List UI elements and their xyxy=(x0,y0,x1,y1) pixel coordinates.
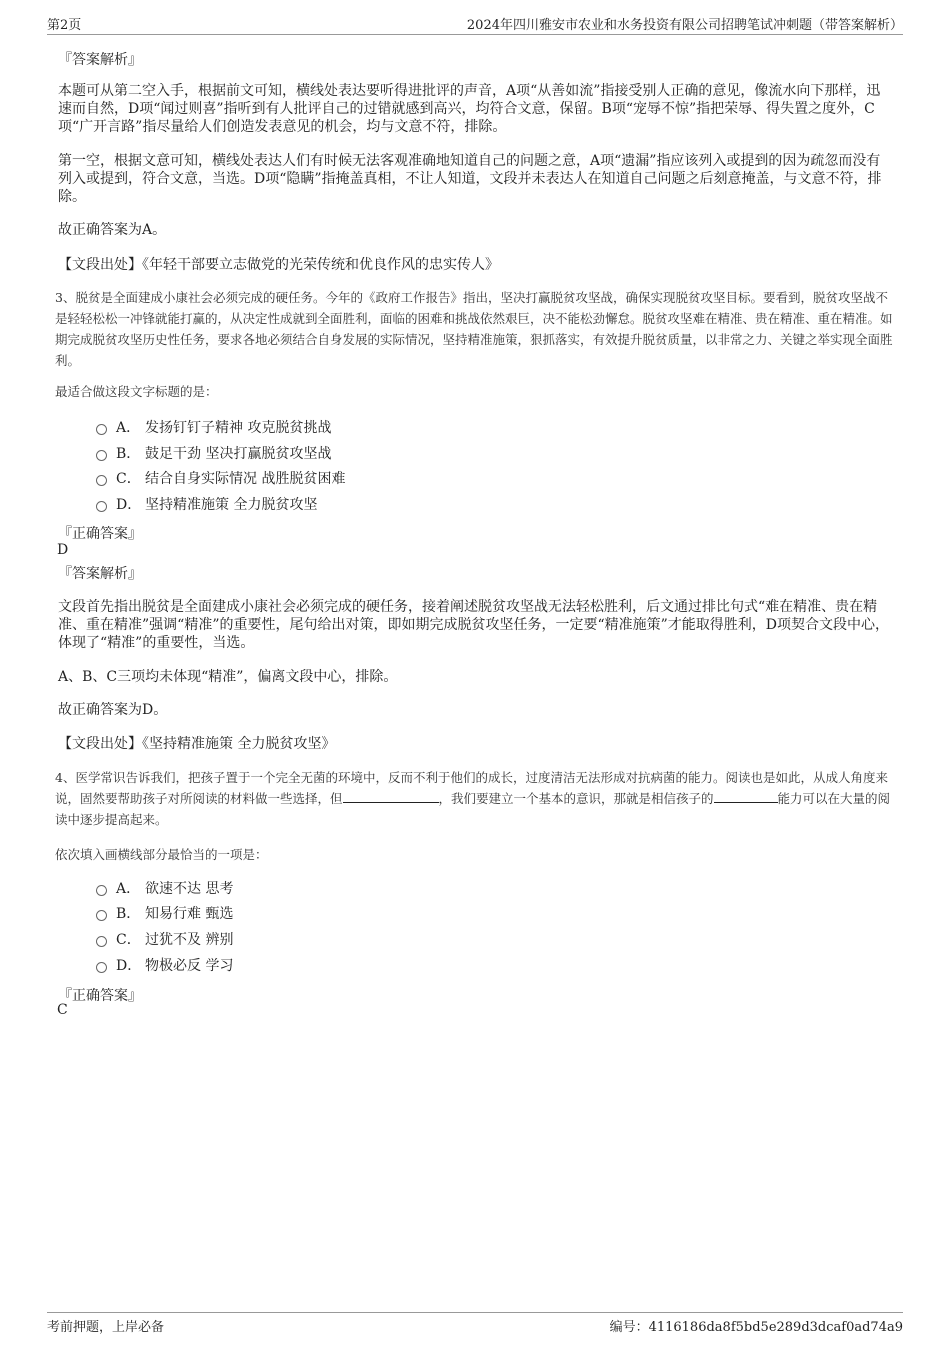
q3-conclusion: 故正确答案为D。 xyxy=(58,702,168,718)
q3-option-d[interactable] xyxy=(96,494,317,514)
q3-answer: D xyxy=(57,542,69,558)
option-letter: D． xyxy=(116,497,142,513)
option-text: 欲速不达 思考 xyxy=(145,881,234,897)
fill-blank-1 xyxy=(343,790,439,803)
option-text: 坚持精准施策 全力脱贫攻坚 xyxy=(145,497,318,513)
radio-button[interactable] xyxy=(96,962,107,973)
document-title: 2024年四川雅安市农业和水务投资有限公司招聘笔试冲刺题（带答案解析） xyxy=(466,18,903,33)
q3-source: 【文段出处】《坚持精准施策 全力脱贫攻坚》 xyxy=(58,736,336,752)
q4-option-b[interactable] xyxy=(96,903,233,923)
option-letter: B． xyxy=(116,906,141,922)
radio-button[interactable] xyxy=(96,501,107,512)
q2-analysis-paragraph-1: 本题可从第二空入手，根据前文可知，横线处表达要听得进批评的声音，A项“从善如流”指接受别人正确的意见，像流水向下那样，迅速而自然，D项“闻过则喜”指听到有人批评自己的过错就感到高兴，均符合文意，保留。B项“宠辱不惊”指把荣辱、得失置之度外，C项“广开言路”指尽量给人们创造发表意见的机会，均与文意不符，排除。 xyxy=(58,83,881,135)
radio-button[interactable] xyxy=(96,885,107,896)
q4-option-c[interactable] xyxy=(96,929,233,949)
option-letter: C． xyxy=(116,932,141,948)
option-letter: A． xyxy=(116,881,141,897)
radio-button[interactable] xyxy=(96,424,107,435)
q3-analysis-paragraph-1: 文段首先指出脱贫是全面建成小康社会必须完成的硬任务，接着阐述脱贫攻坚战无法轻松胜利，后文通过排比句式“难在精准、贵在精准、重在精准”强调“精准”的重要性，尾句给出对策，即如期完成脱贫攻坚任务，一定要“精准施策”才能取得胜利，D项契合文段中心，体现了“精准”的重要性，当选。 xyxy=(58,599,890,651)
option-text: 知易行难 甄选 xyxy=(145,906,234,922)
q2-analysis-label: 『答案解析』 xyxy=(58,52,142,68)
q3-answer-label: 『正确答案』 xyxy=(58,526,142,542)
radio-button[interactable] xyxy=(96,450,107,461)
q4-stem-part-1: 4、医学常识告诉我们，把孩子置于一个完全无菌的环境中，反而不利于他们的成长，过度清洁无法形成对抗病菌的能力。阅读也是如此，从成人角度来说，固然要帮助孩子对所阅读的材料做一些选择，但 xyxy=(55,770,888,806)
option-text: 鼓足干劲 坚决打赢脱贫攻坚战 xyxy=(145,446,332,462)
q4-answer-label: 『正确答案』 xyxy=(58,988,142,1004)
option-letter: C． xyxy=(116,471,141,487)
page-header xyxy=(47,12,903,35)
q3-option-c[interactable] xyxy=(96,468,345,488)
q4-option-a[interactable] xyxy=(96,878,233,898)
q3-stem: 3、脱贫是全面建成小康社会必须完成的硬任务。今年的《政府工作报告》指出，坚决打赢脱贫攻坚战，确保实现脱贫攻坚目标。要看到，脱贫攻坚战不是轻轻松松一冲锋就能打赢的，从决定性成就到全面胜利，面临的困难和挑战依然艰巨，决不能松劲懈怠。脱贫攻坚难在精准、贵在精准、重在精准。如期完成脱贫攻坚历史性任务，要求各地必须结合自身发展的实际情况，坚持精准施策，狠抓落实，有效提升脱贫质量，以非常之力、关键之举实现全面胜利。 xyxy=(55,290,893,368)
q4-stem xyxy=(55,767,895,830)
q4-stem-part-3: 能力可以在大量的阅读中逐步提高起来。 xyxy=(55,791,891,827)
q4-answer: C xyxy=(57,1002,68,1018)
radio-button[interactable] xyxy=(96,475,107,486)
q2-analysis-paragraph-2: 第一空，根据文意可知，横线处表达人们有时候无法客观准确地知道自己的问题之意，A项“遗漏”指应该列入或提到的因为疏忽而没有列入或提到，符合文意，当选。D项“隐瞒”指掩盖真相，不让人知道，文段并未表达人在知道自己问题之后刻意掩盖，与文意不符，排除。 xyxy=(58,153,882,205)
page-footer xyxy=(47,1312,903,1333)
option-letter: B． xyxy=(116,446,141,462)
page-number: 第2页 xyxy=(47,18,82,33)
radio-button[interactable] xyxy=(96,936,107,947)
footer-slogan: 考前押题，上岸必备 xyxy=(47,1320,165,1335)
q3-analysis-label: 『答案解析』 xyxy=(58,566,142,582)
q4-prompt: 依次填入画横线部分最恰当的一项是： xyxy=(55,847,268,862)
q3-option-a[interactable] xyxy=(96,417,331,437)
fill-blank-2 xyxy=(714,790,778,803)
code-label: 编号： xyxy=(609,1320,649,1335)
q2-conclusion: 故正确答案为A。 xyxy=(58,222,167,238)
option-letter: D． xyxy=(116,958,142,974)
option-text: 结合自身实际情况 战胜脱贫困难 xyxy=(145,471,346,487)
option-text: 物极必反 学习 xyxy=(145,958,234,974)
q3-option-b[interactable] xyxy=(96,443,331,463)
option-text: 过犹不及 辨别 xyxy=(145,932,234,948)
code-value: 4116186da8f5bd5e289d3dcaf0ad74a9 xyxy=(648,1320,903,1335)
q3-analysis-paragraph-2: A、B、C三项均未体现“精准”，偏离文段中心，排除。 xyxy=(58,669,398,685)
q4-stem-part-2: ，我们要建立一个基本的意识，那就是相信孩子的 xyxy=(438,791,714,806)
q3-prompt: 最适合做这段文字标题的是： xyxy=(55,384,218,399)
q2-source: 【文段出处】《年轻干部要立志做党的光荣传统和优良作风的忠实传人》 xyxy=(58,257,499,273)
radio-button[interactable] xyxy=(96,910,107,921)
q4-option-d[interactable] xyxy=(96,955,233,975)
option-text: 发扬钉钉子精神 攻克脱贫挑战 xyxy=(145,420,332,436)
document-code xyxy=(610,1316,903,1335)
option-letter: A． xyxy=(116,420,141,436)
